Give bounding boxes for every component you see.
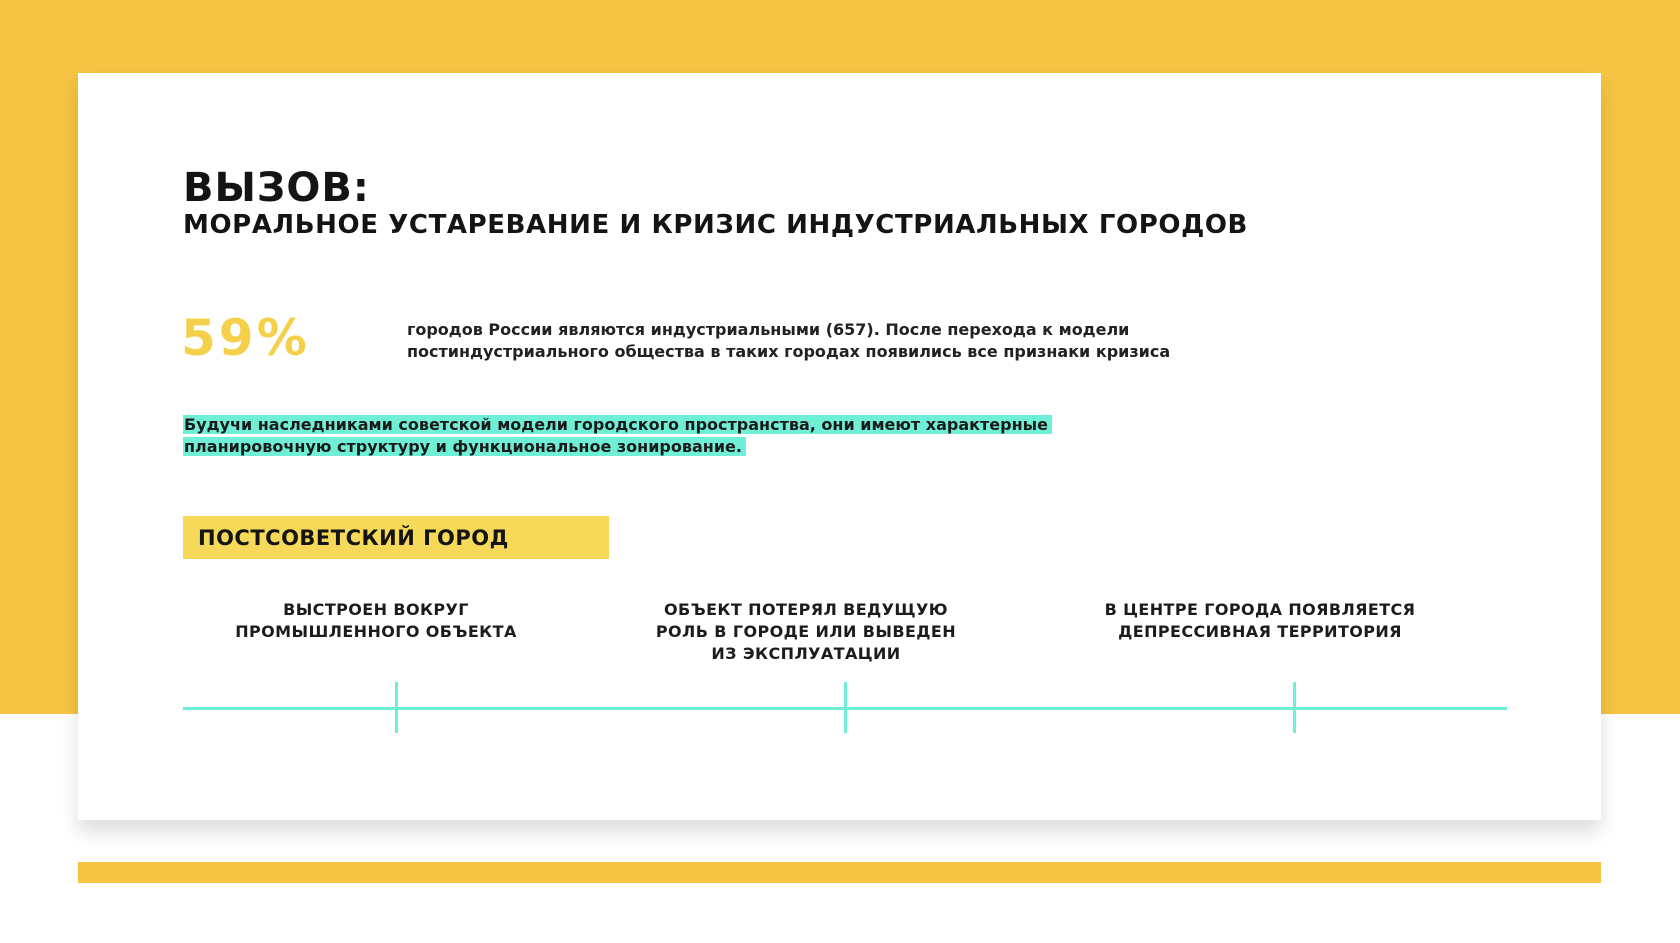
timeline-step-3-label: В ЦЕНТРЕ ГОРОДА ПОЯВЛЯЕТСЯ ДЕПРЕССИВНАЯ ТЕРРИТОРИЯ — [1104, 600, 1416, 641]
slide-title: ВЫЗОВ: — [183, 165, 370, 211]
stat-value: 59% — [181, 309, 310, 367]
timeline-tick-3 — [1293, 682, 1296, 733]
section-badge: ПОСТСОВЕТСКИЙ ГОРОД — [183, 516, 609, 559]
highlight-text: Будучи наследниками советской модели городского пространства, они имеют характерные планировочную структуру и функциональное зонирование. — [183, 415, 1052, 456]
timeline-step-2-label: ОБЪЕКТ ПОТЕРЯЛ ВЕДУЩУЮ РОЛЬ В ГОРОДЕ ИЛИ ВЫВЕДЕН ИЗ ЭКСПЛУАТАЦИИ — [655, 600, 957, 663]
highlight-paragraph — [183, 414, 1083, 458]
timeline-tick-2 — [844, 682, 847, 733]
slide-card — [78, 73, 1601, 820]
slide-subtitle: МОРАЛЬНОЕ УСТАРЕВАНИЕ И КРИЗИС ИНДУСТРИАЛЬНЫХ ГОРОДОВ — [183, 210, 1248, 240]
stat-description: городов России являются индустриальными (657). После перехода к модели постиндустриального общества в таких городах появились все признаки кризиса — [407, 320, 1171, 361]
timeline-tick-1 — [395, 682, 398, 733]
bottom-accent-bar — [78, 862, 1601, 883]
timeline-step-1-label: ВЫСТРОЕН ВОКРУГ ПРОМЫШЛЕННОГО ОБЪЕКТА — [235, 600, 517, 641]
